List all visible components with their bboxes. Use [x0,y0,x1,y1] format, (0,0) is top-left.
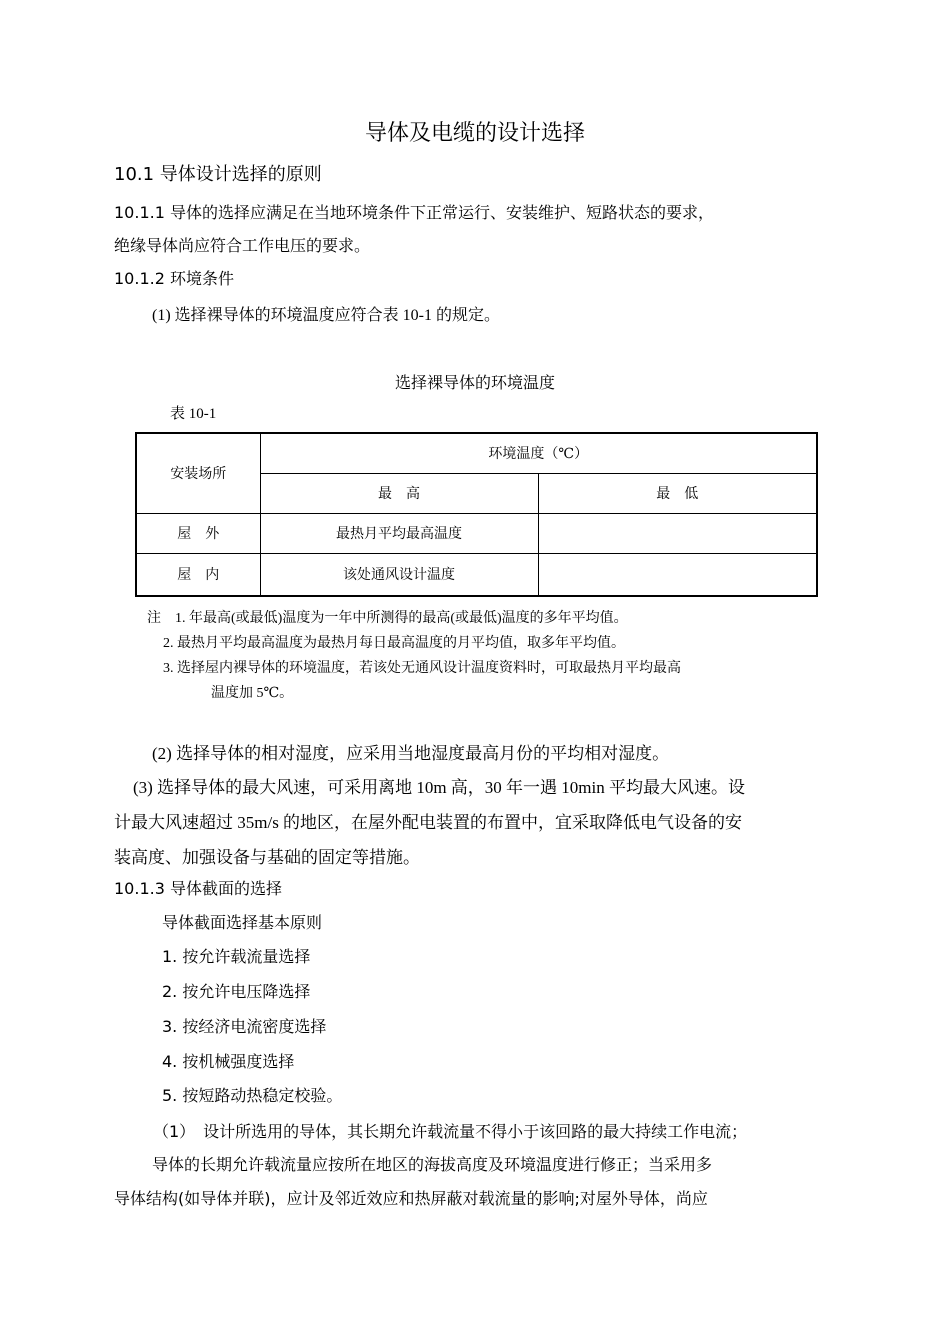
principle-item: 4. 按机械强度选择 [162,1052,295,1071]
row-min [538,513,817,553]
table-note-1: 注 1. 年最高(或最低)温度为一年中所测得的最高(或最低)温度的多年平均值。 [147,611,628,626]
paragraph-10-1-1-line2: 绝缘导体尚应符合工作电压的要求。 [114,236,371,255]
section-heading-10-1: 10.1 导体设计选择的原则 [114,164,322,185]
section-heading-10-1-2: 10.1.2 环境条件 [114,269,234,288]
detail-line-3: 导体结构(如导体并联)，应计及邻近效应和热屏蔽对载流量的影响;对屋外导体，尚应 [114,1189,708,1208]
header-place: 安装场所 [136,433,260,513]
principle-item: 3. 按经济电流密度选择 [162,1017,327,1036]
section-heading-10-1-3: 10.1.3 导体截面的选择 [114,879,282,898]
row-place: 屋 外 [136,513,260,553]
header-min: 最 低 [538,473,817,513]
principle-item: 2. 按允许电压降选择 [162,982,311,1001]
row-min [538,553,817,596]
header-max: 最 高 [260,473,538,513]
table-caption: 选择裸导体的环境温度 [394,373,555,392]
env-temperature-table [135,432,818,597]
detail-line-1: （1） 设计所选用的导体，其长期允许载流量不得小于该回路的最大持续工作电流； [153,1122,748,1141]
env-item-3-line2: 计最大风速超过 35m/s 的地区，在屋外配电装置的布置中，宜采取降低电气设备的安 [114,813,743,832]
principle-item: 5. 按短路动热稳定校验。 [162,1086,343,1105]
document-title: 导体及电缆的设计选择 [364,121,585,146]
table-row [136,513,817,553]
paragraph-10-1-1-line1: 10.1.1 导体的选择应满足在当地环境条件下正常运行、安装维护、短路状态的要求， [114,203,714,222]
principle-item: 1. 按允许载流量选择 [162,947,311,966]
row-place: 屋 内 [136,553,260,596]
table-note-3: 3. 选择屋内裸导体的环境温度，若该处无通风设计温度资料时，可取最热月平均最高 [163,661,681,676]
row-max: 最热月平均最高温度 [260,513,538,553]
table-number: 表 10-1 [170,406,217,422]
header-temp: 环境温度（℃） [260,433,817,473]
table-row [136,553,817,596]
env-item-3-line1: (3) 选择导体的最大风速，可采用离地 10m 高，30 年一遇 10min 平均最大风速。设 [133,778,745,797]
table-note-3-cont: 温度加 5℃。 [211,686,294,701]
table-note-2: 2. 最热月平均最高温度为最热月每日最高温度的月平均值，取多年平均值。 [163,636,625,651]
env-item-2: (2) 选择导体的相对湿度，应采用当地湿度最高月份的平均相对湿度。 [152,744,670,763]
env-item-1: (1) 选择裸导体的环境温度应符合表 10-1 的规定。 [152,307,500,324]
row-max: 该处通风设计温度 [260,553,538,596]
basic-principles-title: 导体截面选择基本原则 [162,913,323,932]
detail-line-2: 导体的长期允许载流量应按所在地区的海拔高度及环境温度进行修正；当采用多 [152,1155,713,1174]
env-item-3-line3: 装高度、加强设备与基础的固定等措施。 [114,848,420,867]
